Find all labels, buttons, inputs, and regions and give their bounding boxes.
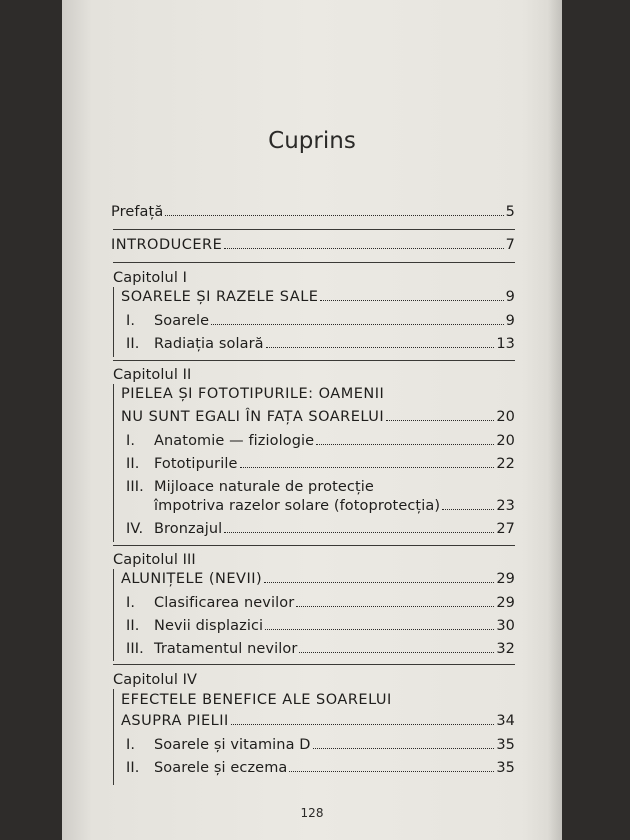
item-number: III. (126, 641, 144, 657)
dot-leader (265, 629, 494, 630)
toc-item[interactable] (126, 595, 515, 611)
item-number: IV. (126, 521, 144, 537)
toc-page-number: 23 (496, 498, 515, 514)
item-text: Clasificarea nevilor (154, 595, 295, 611)
toc-page-number: 9 (505, 289, 515, 305)
item-text: Mijloace naturale de protecție (154, 479, 374, 495)
dot-leader (211, 324, 503, 325)
item-number: I. (126, 313, 136, 329)
item-number: I. (126, 737, 136, 753)
item-number: III. (126, 479, 144, 495)
chapter-rule (113, 569, 114, 661)
toc-item[interactable] (126, 521, 515, 537)
page-number: 128 (300, 806, 324, 820)
divider (113, 664, 515, 665)
toc-page-number: 35 (496, 760, 515, 776)
dot-leader (231, 724, 495, 725)
chapter-label: Capitolul IV (113, 672, 198, 688)
toc-entry-label: Prefață (111, 204, 164, 220)
toc-item[interactable] (126, 433, 515, 449)
dot-leader (266, 347, 495, 348)
toc-item-line[interactable] (126, 479, 374, 495)
item-text: Anatomie — fiziologie (154, 433, 315, 449)
item-number: II. (126, 336, 140, 352)
dot-leader (289, 771, 494, 772)
item-text: împotriva razelor solare (fotoprotecția) (154, 498, 441, 514)
toc-page-number: 13 (496, 336, 515, 352)
chapter-title[interactable] (121, 289, 515, 305)
item-text: Tratamentul nevilor (154, 641, 298, 657)
chapter-label: Capitolul III (113, 552, 196, 568)
toc-page-number: 34 (496, 713, 515, 729)
toc-page-number: 32 (496, 641, 515, 657)
chapter-title-text: PIELEA ȘI FOTOTIPURILE: OAMENII (121, 386, 385, 402)
dot-leader (224, 248, 503, 249)
chapter-rule (113, 384, 114, 542)
chapter-title-line (121, 386, 384, 402)
item-text: Bronzajul (154, 521, 223, 537)
dot-leader (316, 444, 494, 445)
dot-leader (240, 467, 495, 468)
chapter-title-text: SOARELE ȘI RAZELE SALE (121, 289, 319, 305)
chapter-title-text: ALUNIȚELE (NEVII) (121, 571, 263, 587)
item-text: Nevii displazici (154, 618, 264, 634)
divider (113, 545, 515, 546)
chapter-label: Capitolul II (113, 367, 192, 383)
toc-item[interactable] (126, 618, 515, 634)
toc-page-number: 5 (505, 204, 515, 220)
item-text: Radiația solară (154, 336, 264, 352)
chapter-rule (113, 689, 114, 785)
chapter-title[interactable] (121, 571, 515, 587)
chapter-title[interactable] (121, 409, 515, 425)
dot-leader (165, 215, 503, 216)
toc-item[interactable] (126, 336, 515, 352)
item-text: Soarele și eczema (154, 760, 288, 776)
toc-item[interactable] (126, 737, 515, 753)
chapter-title[interactable] (121, 713, 515, 729)
item-number: II. (126, 618, 140, 634)
item-number: II. (126, 760, 140, 776)
chapter-label: Capitolul I (113, 270, 188, 286)
dot-leader (442, 509, 494, 510)
toc-entry-prefata[interactable] (111, 204, 515, 220)
item-text: Soarele (154, 313, 210, 329)
dot-leader (224, 532, 494, 533)
dot-leader (296, 606, 494, 607)
toc-entry-label: INTRODUCERE (111, 237, 223, 253)
toc-item[interactable] (126, 760, 515, 776)
toc-page-number: 27 (496, 521, 515, 537)
divider (113, 360, 515, 361)
divider (113, 262, 515, 263)
chapter-rule (113, 287, 114, 357)
item-number: I. (126, 433, 136, 449)
toc-page-number: 7 (505, 237, 515, 253)
toc-item[interactable] (126, 641, 515, 657)
divider (113, 229, 515, 230)
toc-page-number: 35 (496, 737, 515, 753)
item-number: II. (126, 456, 140, 472)
dot-leader (386, 420, 494, 421)
toc-page-number: 20 (496, 433, 515, 449)
toc-page-number: 20 (496, 409, 515, 425)
chapter-title-text: ASUPRA PIELII (121, 713, 229, 729)
dot-leader (313, 748, 495, 749)
dot-leader (299, 652, 494, 653)
chapter-title-text: EFECTELE BENEFICE ALE SOARELUI (121, 692, 392, 708)
item-number: I. (126, 595, 136, 611)
toc-item[interactable] (126, 313, 515, 329)
toc-page-number: 30 (496, 618, 515, 634)
toc-page-number: 29 (496, 595, 515, 611)
toc-entry-introducere[interactable] (111, 237, 515, 253)
toc-page-number: 9 (505, 313, 515, 329)
item-text: Soarele și vitamina D (154, 737, 311, 753)
toc-page-number: 22 (496, 456, 515, 472)
dot-leader (320, 300, 503, 301)
toc-page-number: 29 (496, 571, 515, 587)
chapter-title-text: NU SUNT EGALI ÎN FAȚA SOARELUI (121, 409, 385, 425)
chapter-title-line (121, 692, 392, 708)
toc-item[interactable] (154, 498, 515, 514)
page-shadow (548, 0, 562, 840)
dot-leader (264, 582, 494, 583)
toc-item[interactable] (126, 456, 515, 472)
page-title: Cuprins (268, 128, 356, 154)
item-text: Fototipurile (154, 456, 238, 472)
